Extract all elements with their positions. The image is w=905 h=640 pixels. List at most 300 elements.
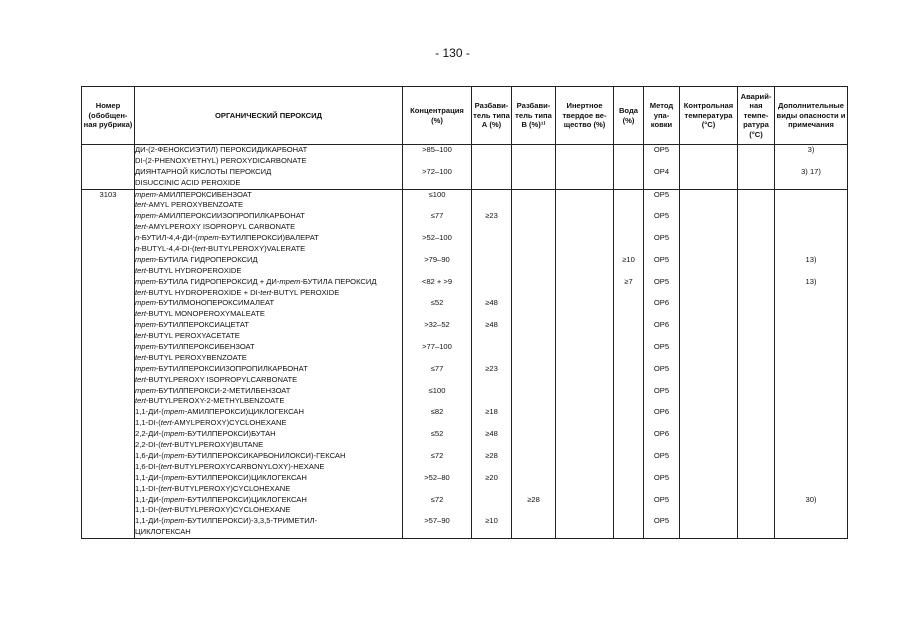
- name-fragment: трет: [163, 450, 185, 460]
- peroxide-name-ru: [135, 342, 402, 353]
- name-fragment: -BUTYLPEROXY-2-METHYLBENZOATE: [145, 396, 285, 406]
- diluent-a-cell: [472, 451, 512, 473]
- inert-solid-cell-value: [556, 211, 613, 222]
- diluent-b-cell-value: [512, 429, 555, 440]
- water-cell: [614, 189, 644, 211]
- packing-method-cell: [644, 429, 680, 451]
- inert-solid-cell: [556, 189, 614, 211]
- header-control-temp: Контрольная температура (°C): [680, 87, 738, 145]
- header-additional: Дополнительные виды опасности и примечания: [775, 87, 848, 145]
- packing-method-cell-value: OP5: [653, 494, 670, 504]
- notes-cell: [775, 233, 848, 255]
- concentration-cell-value: ≤77: [430, 363, 444, 373]
- concentration-cell: [403, 473, 472, 495]
- packing-method-cell-value: OP5: [653, 516, 670, 526]
- name-fragment: трет: [135, 363, 156, 373]
- concentration-cell-value: ≤72: [430, 450, 444, 460]
- inert-solid-cell-value: [556, 473, 613, 484]
- notes-cell-value: 13): [805, 254, 817, 264]
- packing-method-cell-value: OP6: [653, 298, 670, 308]
- emergency-temp-cell-value: [738, 407, 774, 418]
- inert-solid-cell: [556, 167, 614, 189]
- name-fragment: tert: [194, 244, 206, 254]
- concentration-cell: [403, 320, 472, 342]
- packing-method-cell-value: OP5: [653, 145, 670, 154]
- inert-solid-cell: [556, 386, 614, 408]
- diluent-b-cell: [512, 233, 556, 255]
- peroxide-name-ru: [135, 167, 402, 178]
- peroxide-name-ru: [135, 495, 402, 506]
- inert-solid-cell: [556, 145, 614, 167]
- diluent-b-cell: [512, 451, 556, 473]
- peroxide-name-ru: [135, 233, 402, 244]
- name-fragment: n: [135, 233, 140, 243]
- diluent-b-cell-value: [512, 233, 555, 244]
- control-temp-cell: [680, 516, 738, 538]
- control-temp-cell: [680, 364, 738, 386]
- name-fragment: -BUTYLPEROXY ISOPROPYLCARBONATE: [145, 374, 298, 384]
- page-number: - 130 -: [435, 46, 470, 60]
- notes-cell: [775, 277, 848, 299]
- table-row: [82, 473, 848, 495]
- emergency-temp-cell-value: [738, 495, 774, 506]
- packing-method-cell: [644, 298, 680, 320]
- diluent-a-cell: [472, 320, 512, 342]
- packing-method-cell: [644, 145, 680, 167]
- peroxide-name-cell: [135, 233, 403, 255]
- notes-cell-value: [775, 233, 847, 244]
- control-temp-cell: [680, 298, 738, 320]
- concentration-cell: [403, 386, 472, 408]
- name-fragment: n: [135, 244, 140, 254]
- concentration-cell-value: >32–52: [424, 320, 450, 330]
- name-fragment: ДИЯНТАРНОЙ КИСЛОТЫ ПЕРОКСИД: [135, 166, 272, 176]
- control-temp-cell: [680, 342, 738, 364]
- emergency-temp-cell-value: [738, 473, 774, 484]
- inert-solid-cell-value: [556, 298, 613, 309]
- name-fragment: трет: [135, 320, 156, 330]
- name-fragment: -БУТИЛПЕРОКСИ-2-МЕТИЛБЕНЗОАТ: [155, 385, 291, 395]
- name-fragment: -АМИЛПЕРОКСИ)ЦИКЛОГЕКСАН: [184, 407, 304, 417]
- water-cell: [614, 298, 644, 320]
- diluent-a-cell-value: ≥23: [485, 211, 498, 221]
- name-fragment: трет: [197, 233, 219, 243]
- packing-method-cell: [644, 255, 680, 277]
- peroxide-name-cell: [135, 495, 403, 517]
- diluent-b-cell-value: [512, 211, 555, 222]
- concentration-cell-value: >52–100: [422, 233, 452, 243]
- name-fragment: -БУТИЛПЕРОКСИ)ВАЛЕРАТ: [218, 233, 319, 243]
- name-fragment: -БУТИЛПЕРОКСИАЦЕТАТ: [155, 320, 250, 330]
- diluent-b-cell: [512, 189, 556, 211]
- notes-cell-value: 13): [805, 276, 817, 286]
- diluent-a-cell-value: ≥48: [485, 320, 498, 330]
- table-header-row: [82, 87, 848, 145]
- concentration-cell-value: ≤82: [430, 407, 444, 417]
- un-number-cell: [82, 364, 135, 386]
- inert-solid-cell: [556, 298, 614, 320]
- inert-solid-cell-value: [556, 255, 613, 266]
- diluent-a-cell-value: [472, 386, 511, 397]
- peroxide-name-en: [135, 418, 402, 429]
- peroxide-name-en: [135, 244, 402, 255]
- peroxide-name-cell: [135, 277, 403, 299]
- control-temp-cell-value: [680, 451, 737, 462]
- concentration-cell-value: <82 + >9: [421, 276, 453, 286]
- inert-solid-cell: [556, 429, 614, 451]
- concentration-cell: [403, 429, 472, 451]
- packing-method-cell: [644, 451, 680, 473]
- water-cell: [614, 342, 644, 364]
- inert-solid-cell-value: [556, 320, 613, 331]
- peroxide-name-en: [135, 353, 402, 364]
- concentration-cell: [403, 189, 472, 211]
- peroxide-name-cell: [135, 145, 403, 167]
- water-cell-value: [614, 233, 643, 244]
- diluent-a-cell: [472, 211, 512, 233]
- diluent-b-cell-value: [512, 277, 555, 288]
- notes-cell: [775, 407, 848, 429]
- concentration-cell: [403, 516, 472, 538]
- name-fragment: tert: [135, 222, 146, 232]
- concentration-cell: [403, 233, 472, 255]
- name-fragment: -BUTYL PEROXYBENZOATE: [145, 352, 247, 362]
- packing-method-cell-value: OP5: [653, 385, 670, 395]
- peroxide-name-ru: [135, 451, 402, 462]
- packing-method-cell: [644, 386, 680, 408]
- control-temp-cell: [680, 429, 738, 451]
- peroxide-name-ru: [135, 407, 402, 418]
- control-temp-cell: [680, 473, 738, 495]
- emergency-temp-cell-value: [738, 145, 774, 156]
- water-cell-value: ≥7: [624, 276, 633, 286]
- diluent-b-cell-value: [512, 364, 555, 375]
- peroxide-name-cell: [135, 255, 403, 277]
- diluent-a-cell: [472, 407, 512, 429]
- diluent-a-cell: [472, 473, 512, 495]
- peroxide-name-ru: [135, 429, 402, 440]
- water-cell: [614, 364, 644, 386]
- notes-cell-value: [775, 364, 847, 375]
- control-temp-cell: [680, 451, 738, 473]
- packing-method-cell-value: OP5: [653, 472, 670, 482]
- table-row: [82, 495, 848, 517]
- packing-method-cell-value: OP5: [653, 233, 670, 243]
- inert-solid-cell-value: [556, 277, 613, 288]
- packing-method-cell-value: OP4: [653, 166, 670, 176]
- inert-solid-cell: [556, 320, 614, 342]
- un-number-cell: [82, 145, 135, 167]
- name-fragment: трет: [135, 385, 156, 395]
- packing-method-cell-value: OP6: [653, 429, 670, 439]
- un-number-cell: [82, 473, 135, 495]
- name-fragment: -BUTYLPEROXY)BUTANE: [171, 440, 264, 450]
- diluent-b-cell-value: [512, 342, 555, 353]
- notes-cell-value: [775, 386, 847, 397]
- un-number-cell-value: [82, 386, 134, 397]
- name-fragment: tert: [135, 200, 146, 210]
- header-peroxide: ОРГАНИЧЕСКИЙ ПЕРОКСИД: [135, 87, 403, 145]
- name-fragment: трет: [135, 189, 156, 199]
- control-temp-cell: [680, 233, 738, 255]
- name-fragment: 1,1-ДИ-(: [135, 472, 164, 482]
- notes-cell: [775, 429, 848, 451]
- peroxide-name-en: [135, 222, 402, 233]
- notes-cell-value: [775, 298, 847, 309]
- emergency-temp-cell: [738, 145, 775, 167]
- un-number-cell: [82, 320, 135, 342]
- diluent-b-cell: [512, 407, 556, 429]
- packing-method-cell-value: OP5: [653, 211, 670, 221]
- name-fragment: трет: [135, 211, 156, 221]
- peroxide-name-en: [135, 266, 402, 277]
- packing-method-cell-value: OP5: [653, 342, 670, 352]
- peroxide-name-en: [135, 200, 402, 211]
- packing-method-cell-value: OP5: [653, 189, 670, 199]
- name-fragment: -BUTYLPEROXY)CYCLOHEXANE: [171, 505, 291, 515]
- table-row: [82, 145, 848, 167]
- packing-method-cell: [644, 473, 680, 495]
- concentration-cell: [403, 407, 472, 429]
- notes-cell: [775, 211, 848, 233]
- diluent-a-cell-value: ≥20: [485, 472, 498, 482]
- notes-cell-value: [775, 320, 847, 331]
- name-fragment: -BUTYLPEROXY)CYCLOHEXANE: [171, 483, 291, 493]
- concentration-cell-value: >72–100: [422, 166, 452, 176]
- name-fragment: 2,2-ДИ-(: [135, 429, 164, 439]
- water-cell-value: [614, 451, 643, 462]
- control-temp-cell-value: [680, 495, 737, 506]
- control-temp-cell-value: [680, 277, 737, 288]
- un-number-cell: [82, 167, 135, 189]
- peroxide-name-ru: [135, 516, 402, 527]
- diluent-b-cell-value: [512, 407, 555, 418]
- un-number-cell-value: [82, 364, 134, 375]
- notes-cell: [775, 386, 848, 408]
- emergency-temp-cell: [738, 451, 775, 473]
- water-cell-value: [614, 473, 643, 484]
- packing-method-cell-value: OP5: [653, 254, 670, 264]
- table-row: [82, 189, 848, 211]
- name-fragment: -AMYLPEROXY)CYCLOHEXANE: [171, 418, 287, 428]
- name-fragment: -AMYLPEROXY ISOPROPYL CARBONATE: [145, 222, 296, 232]
- peroxide-name-cell: [135, 320, 403, 342]
- header-emergency-temp: Аварий-ная темпе-ратура (°C): [738, 87, 775, 145]
- control-temp-cell: [680, 255, 738, 277]
- notes-cell: [775, 167, 848, 189]
- peroxide-name-en: [135, 440, 402, 451]
- control-temp-cell-value: [680, 320, 737, 331]
- control-temp-cell-value: [680, 190, 737, 201]
- name-fragment: -AMYL PEROXYBENZOATE: [145, 200, 244, 210]
- peroxide-name-cell: [135, 298, 403, 320]
- un-number-cell-value: [82, 320, 134, 331]
- peroxide-name-cell: [135, 451, 403, 473]
- name-fragment: tert: [160, 418, 172, 428]
- table-row: [82, 451, 848, 473]
- name-fragment: трет: [163, 516, 185, 526]
- inert-solid-cell-value: [556, 516, 613, 527]
- notes-cell: [775, 495, 848, 517]
- concentration-cell-value: ≤52: [430, 429, 444, 439]
- peroxide-name-en: [135, 375, 402, 386]
- inert-solid-cell-value: [556, 364, 613, 375]
- concentration-cell-value: ≤77: [430, 211, 444, 221]
- notes-cell-value: 3): [807, 145, 815, 154]
- water-cell-value: [614, 495, 643, 506]
- water-cell-value: [614, 190, 643, 201]
- control-temp-cell-value: [680, 211, 737, 222]
- name-fragment: tert: [135, 352, 146, 362]
- un-number-cell-value: [82, 342, 134, 353]
- concentration-cell: [403, 451, 472, 473]
- control-temp-cell-value: [680, 298, 737, 309]
- table-row: [82, 342, 848, 364]
- diluent-b-cell: [512, 516, 556, 538]
- control-temp-cell-value: [680, 429, 737, 440]
- diluent-a-cell-value: ≥48: [485, 429, 498, 439]
- notes-cell-value: [775, 190, 847, 201]
- header-inert-solid: Инертное твердое ве-щество (%): [556, 87, 614, 145]
- packing-method-cell: [644, 364, 680, 386]
- notes-cell-value: [775, 342, 847, 353]
- name-fragment: трет: [135, 276, 156, 286]
- diluent-a-cell: [472, 233, 512, 255]
- control-temp-cell: [680, 145, 738, 167]
- emergency-temp-cell: [738, 516, 775, 538]
- packing-method-cell: [644, 495, 680, 517]
- name-fragment: -БУТИЛПЕРОКСИ)БУТАН: [184, 429, 276, 439]
- inert-solid-cell: [556, 233, 614, 255]
- control-temp-cell: [680, 277, 738, 299]
- inert-solid-cell-value: [556, 386, 613, 397]
- diluent-a-cell: [472, 298, 512, 320]
- name-fragment: tert: [160, 461, 172, 471]
- notes-cell: [775, 145, 848, 167]
- un-number-cell: [82, 495, 135, 517]
- inert-solid-cell: [556, 407, 614, 429]
- peroxide-name-en: [135, 527, 402, 538]
- name-fragment: -BUTYL PEROXIDE: [271, 287, 340, 297]
- diluent-a-cell: [472, 145, 512, 167]
- water-cell-value: [614, 167, 643, 178]
- concentration-cell: [403, 211, 472, 233]
- table-row: [82, 211, 848, 233]
- concentration-cell: [403, 298, 472, 320]
- emergency-temp-cell-value: [738, 233, 774, 244]
- emergency-temp-cell: [738, 342, 775, 364]
- concentration-cell: [403, 167, 472, 189]
- name-fragment: -БУТИЛПЕРОКСИ)ЦИКЛОГЕКСАН: [184, 494, 307, 504]
- water-cell: [614, 386, 644, 408]
- diluent-a-cell: [472, 342, 512, 364]
- name-fragment: трет: [163, 407, 185, 417]
- peroxide-name-ru: [135, 211, 402, 222]
- emergency-temp-cell: [738, 386, 775, 408]
- peroxide-name-cell: [135, 473, 403, 495]
- notes-cell-value: 30): [805, 494, 817, 504]
- concentration-cell: [403, 495, 472, 517]
- diluent-b-cell: [512, 342, 556, 364]
- table-row: [82, 255, 848, 277]
- inert-solid-cell-value: [556, 495, 613, 506]
- notes-cell: [775, 255, 848, 277]
- packing-method-cell: [644, 167, 680, 189]
- diluent-a-cell: [472, 516, 512, 538]
- emergency-temp-cell: [738, 364, 775, 386]
- inert-solid-cell-value: [556, 342, 613, 353]
- control-temp-cell-value: [680, 342, 737, 353]
- water-cell: [614, 167, 644, 189]
- control-temp-cell-value: [680, 255, 737, 266]
- name-fragment: tert: [260, 287, 272, 297]
- peroxide-name-en: [135, 309, 402, 320]
- concentration-cell-value: >52–80: [424, 472, 450, 482]
- table-row: [82, 233, 848, 255]
- emergency-temp-cell-value: [738, 342, 774, 353]
- diluent-b-cell-value: [512, 320, 555, 331]
- name-fragment: -БУТИЛПЕРОКСИ)-3,3,5-ТРИМЕТИЛ-: [184, 516, 318, 526]
- name-fragment: tert: [135, 265, 146, 275]
- inert-solid-cell-value: [556, 190, 613, 201]
- water-cell-value: [614, 342, 643, 353]
- peroxide-name-ru: [135, 473, 402, 484]
- emergency-temp-cell-value: [738, 364, 774, 375]
- water-cell: [614, 407, 644, 429]
- diluent-b-cell-value: [512, 386, 555, 397]
- name-fragment: трет: [135, 342, 156, 352]
- table-row: [82, 516, 848, 538]
- notes-cell: [775, 451, 848, 473]
- un-number-cell: [82, 342, 135, 364]
- notes-cell-value: [775, 211, 847, 222]
- diluent-a-cell-value: ≥18: [485, 407, 498, 417]
- un-number-cell: [82, 233, 135, 255]
- water-cell: [614, 277, 644, 299]
- diluent-a-cell-value: [472, 167, 511, 178]
- concentration-cell-value: >57–90: [424, 516, 450, 526]
- inert-solid-cell-value: [556, 145, 613, 156]
- name-fragment: tert: [135, 331, 146, 341]
- peroxide-name-cell: [135, 167, 403, 189]
- peroxide-name-en: [135, 156, 402, 167]
- emergency-temp-cell-value: [738, 167, 774, 178]
- emergency-temp-cell: [738, 211, 775, 233]
- peroxide-name-en: [135, 505, 402, 516]
- peroxide-name-cell: [135, 429, 403, 451]
- un-number-cell-value: [82, 298, 134, 309]
- water-cell: [614, 451, 644, 473]
- un-number-cell: [82, 407, 135, 429]
- diluent-a-cell-value: [472, 233, 511, 244]
- un-number-cell-value: [82, 277, 134, 288]
- peroxide-name-cell: [135, 386, 403, 408]
- name-fragment: -BUTYL MONOPEROXYMALEATE: [145, 309, 265, 319]
- concentration-cell-value: ≤100: [428, 385, 446, 395]
- un-number-cell-value: [82, 473, 134, 484]
- name-fragment: -БУТИЛПЕРОКСИ)ЦИКЛОГЕКСАН: [184, 472, 307, 482]
- name-fragment: -БУТИЛПЕРОКСИИЗОПРОПИЛКАРБОНАТ: [155, 363, 308, 373]
- un-number-cell-value: [82, 407, 134, 418]
- un-number-cell: [82, 386, 135, 408]
- emergency-temp-cell-value: [738, 386, 774, 397]
- concentration-cell-value: ≤52: [430, 298, 444, 308]
- water-cell-value: [614, 364, 643, 375]
- diluent-a-cell: [472, 255, 512, 277]
- packing-method-cell-value: OP5: [653, 363, 670, 373]
- packing-method-cell: [644, 516, 680, 538]
- inert-solid-cell: [556, 364, 614, 386]
